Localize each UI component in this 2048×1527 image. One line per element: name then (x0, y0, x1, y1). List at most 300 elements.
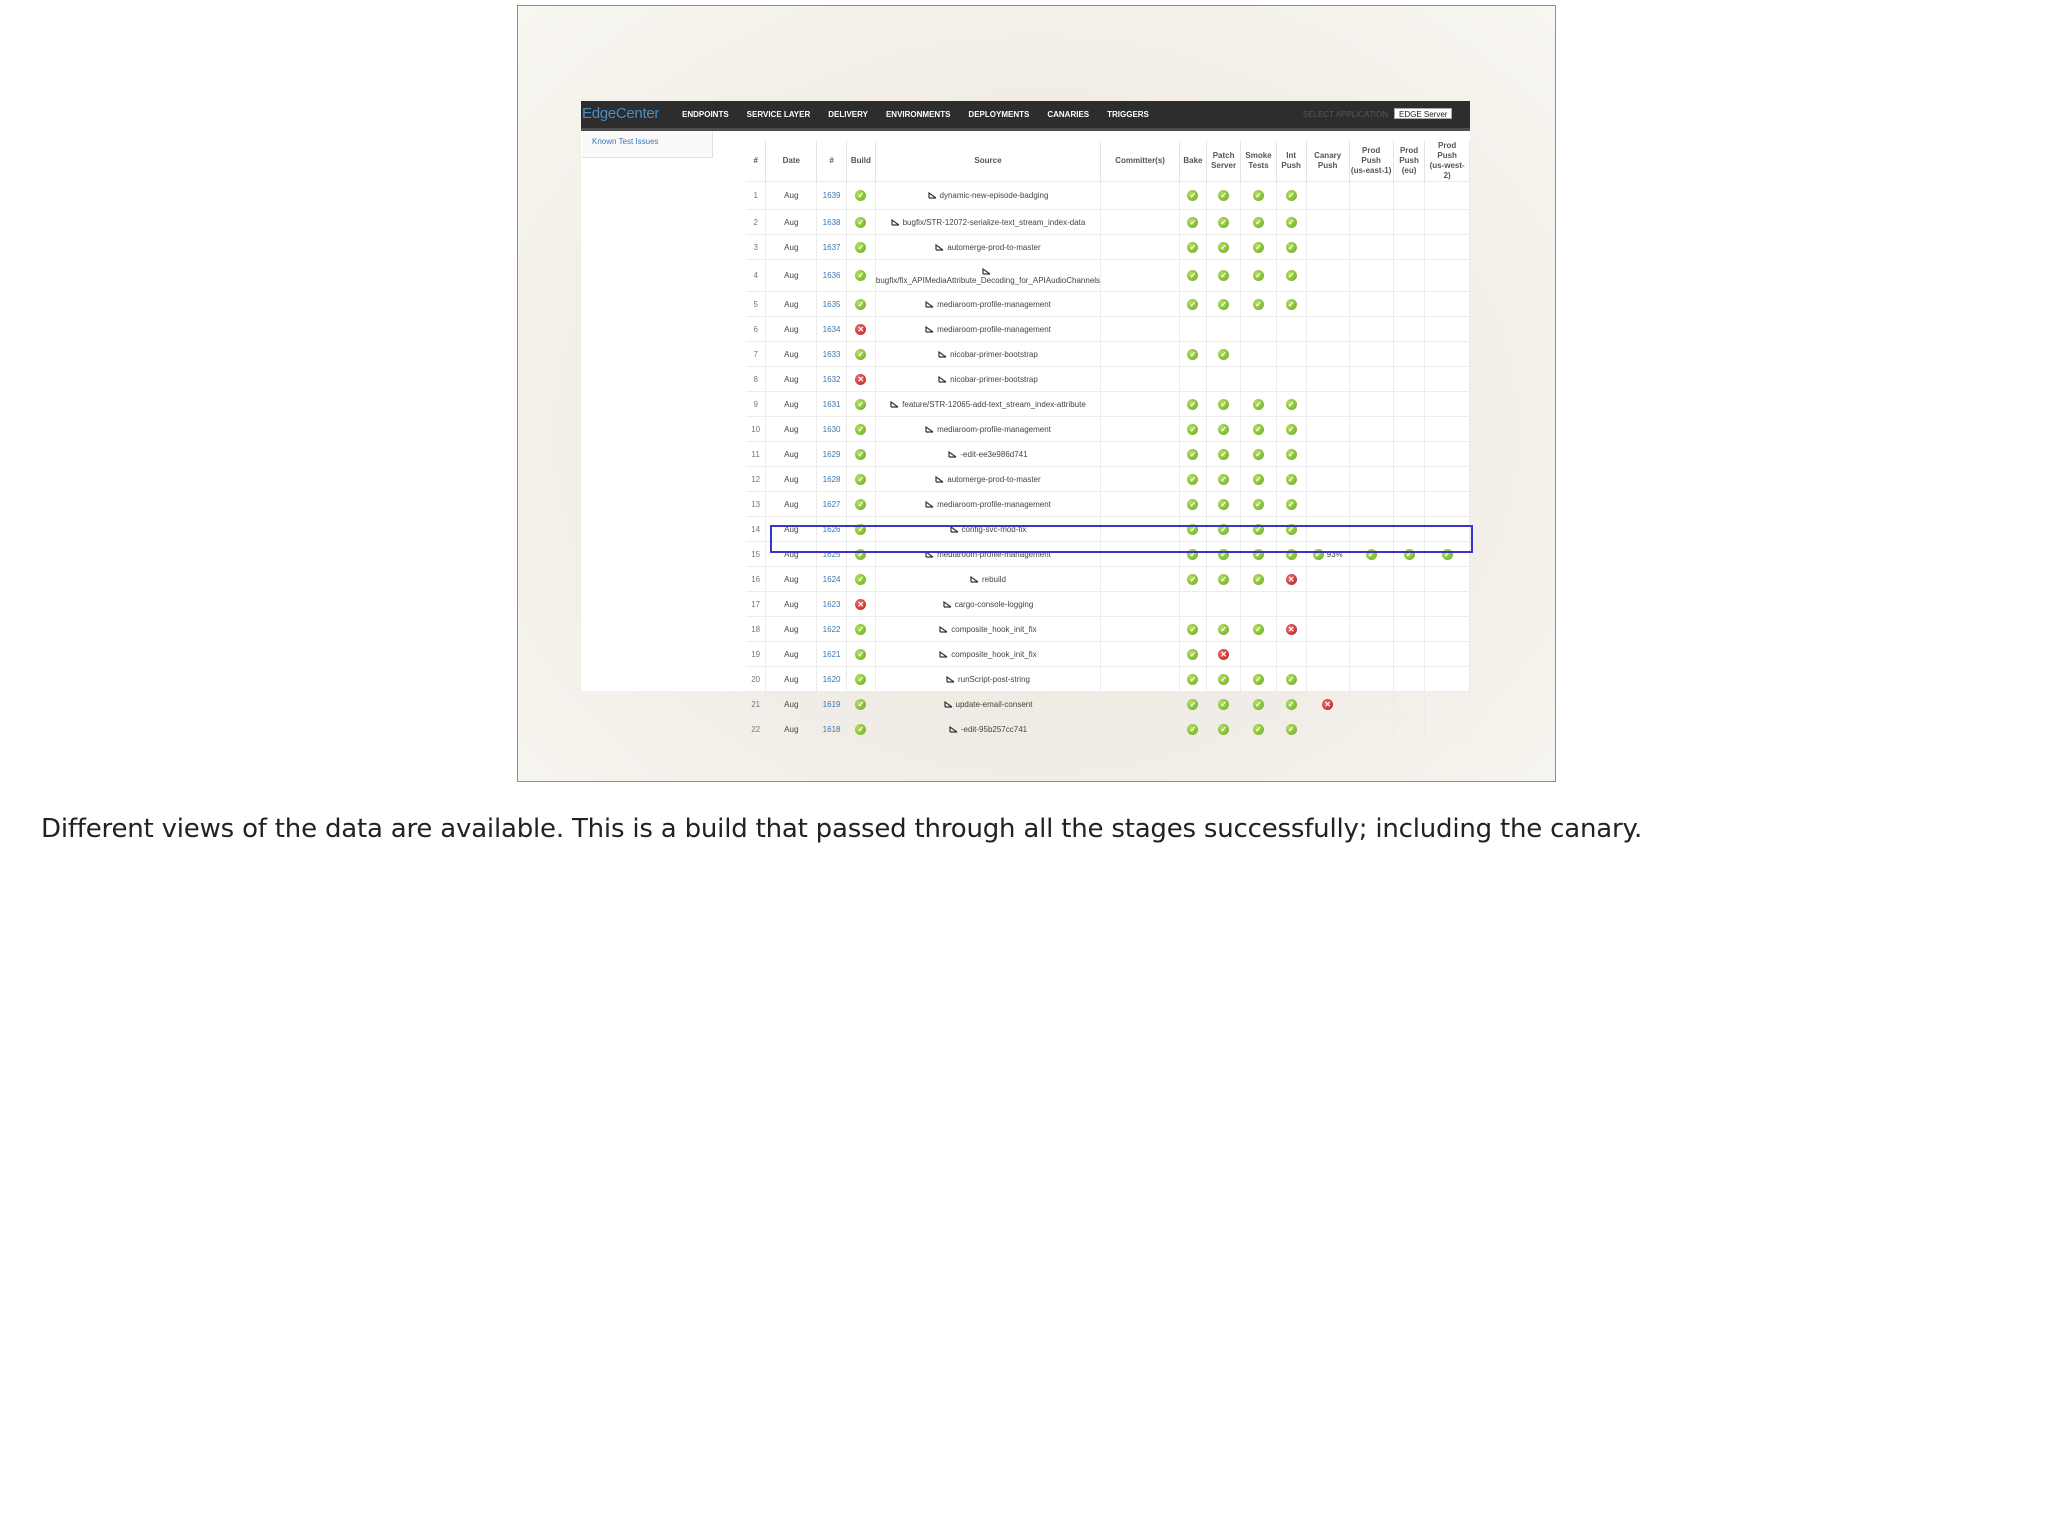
x-circle-icon[interactable]: ✕ (855, 374, 866, 385)
stage-int-cell (1276, 717, 1306, 742)
check-circle-icon[interactable]: ✓ (855, 549, 866, 560)
source-branch-name[interactable]: config-svc-mod-fix (961, 524, 1027, 534)
check-circle-icon[interactable]: ✓ (1286, 724, 1297, 735)
check-circle-icon[interactable]: ✓ (1253, 699, 1264, 710)
check-circle-icon[interactable]: ✓ (1253, 424, 1264, 435)
stage-prod_us_west_2-cell (1425, 367, 1470, 392)
stage-int-cell (1276, 542, 1306, 567)
stage-patch-cell (1206, 567, 1241, 592)
table-row[interactable] (746, 367, 1470, 392)
stage-canary-cell (1306, 467, 1349, 492)
x-circle-icon[interactable]: ✕ (1286, 624, 1297, 635)
stage-canary-cell (1306, 692, 1349, 717)
stage-prod_us_west_2-cell (1425, 260, 1470, 292)
check-circle-icon[interactable]: ✓ (1187, 270, 1198, 281)
build-number-link[interactable]: 1623 (817, 592, 847, 617)
build-status-cell (846, 342, 875, 367)
check-circle-icon[interactable]: ✓ (1286, 399, 1297, 410)
check-circle-icon[interactable]: ✓ (855, 349, 866, 360)
check-circle-icon[interactable]: ✓ (1253, 217, 1264, 228)
table-row[interactable] (746, 642, 1470, 667)
source-branch-name[interactable]: composite_hook_init_fix (951, 649, 1037, 659)
row-date: Aug (766, 342, 817, 367)
build-number-link[interactable]: 1628 (817, 467, 847, 492)
stage-prod_eu-cell (1393, 235, 1425, 260)
table-row[interactable] (746, 235, 1470, 260)
check-circle-icon[interactable]: ✓ (1187, 724, 1198, 735)
stage-prod_us_west_2-cell (1425, 417, 1470, 442)
check-circle-icon[interactable]: ✓ (1218, 674, 1229, 685)
nav-divider (581, 128, 1470, 131)
row-date: Aug (766, 492, 817, 517)
source-cell (875, 367, 1100, 392)
check-circle-icon[interactable]: ✓ (855, 474, 866, 485)
source-branch-name[interactable]: update-email-consent (955, 699, 1033, 709)
table-row[interactable] (746, 617, 1470, 642)
build-number-link[interactable]: 1638 (817, 210, 847, 235)
check-circle-icon[interactable]: ✓ (1286, 449, 1297, 460)
stage-int-cell (1276, 342, 1306, 367)
build-status-cell (846, 542, 875, 567)
stage-patch-cell (1206, 617, 1241, 642)
check-circle-icon[interactable]: ✓ (1187, 699, 1198, 710)
stage-bake-cell (1180, 467, 1207, 492)
git-branch-icon (939, 626, 948, 633)
check-circle-icon[interactable]: ✓ (1286, 674, 1297, 685)
stage-patch-cell (1206, 442, 1241, 467)
slide-caption: Different views of the data are available. This is a build that passed through all the stages successfully; including the canary. (41, 814, 1643, 844)
stage-int-cell (1276, 692, 1306, 717)
stage-prod_eu-cell (1393, 292, 1425, 317)
stage-prod_eu-cell (1393, 667, 1425, 692)
build-number-link[interactable]: 1635 (817, 292, 847, 317)
stage-bake-cell (1180, 292, 1207, 317)
check-circle-icon[interactable]: ✓ (855, 524, 866, 535)
build-status-cell (846, 235, 875, 260)
stage-int-cell (1276, 567, 1306, 592)
column-header: Prod Push (eu) (1393, 141, 1425, 182)
check-circle-icon[interactable]: ✓ (1286, 299, 1297, 310)
nav-deployments[interactable]: DEPLOYMENTS (968, 110, 1030, 119)
stage-patch-cell (1206, 367, 1241, 392)
check-circle-icon[interactable]: ✓ (1366, 549, 1377, 560)
nav-service-layer[interactable]: SERVICE LAYER (746, 110, 811, 119)
git-branch-icon (925, 501, 934, 508)
column-header: Date (766, 141, 817, 182)
stage-smoke-cell (1241, 235, 1276, 260)
source-cell (875, 617, 1100, 642)
git-branch-icon (928, 192, 937, 199)
build-number-link[interactable]: 1618 (817, 717, 847, 742)
check-circle-icon[interactable]: ✓ (1218, 299, 1229, 310)
check-circle-icon[interactable]: ✓ (1187, 524, 1198, 535)
table-row[interactable] (746, 292, 1470, 317)
source-cell (875, 717, 1100, 742)
stage-canary-cell (1306, 210, 1349, 235)
check-circle-icon[interactable]: ✓ (1218, 449, 1229, 460)
x-circle-icon[interactable]: ✕ (1322, 699, 1333, 710)
stage-smoke-cell (1241, 542, 1276, 567)
source-cell (875, 292, 1100, 317)
build-number-link[interactable]: 1624 (817, 567, 847, 592)
application-select[interactable]: EDGE Server (1394, 108, 1452, 119)
stage-prod_us_west_2-cell (1425, 717, 1470, 742)
stage-int-cell (1276, 642, 1306, 667)
check-circle-icon[interactable]: ✓ (1187, 549, 1198, 560)
check-circle-icon[interactable]: ✓ (1187, 674, 1198, 685)
committer-cell (1101, 210, 1180, 235)
build-status-cell (846, 260, 875, 292)
check-circle-icon[interactable]: ✓ (1253, 724, 1264, 735)
nav-triggers[interactable]: TRIGGERS (1107, 110, 1149, 119)
check-circle-icon[interactable]: ✓ (1286, 270, 1297, 281)
stage-patch-cell (1206, 467, 1241, 492)
committer-cell (1101, 642, 1180, 667)
stage-canary-cell (1306, 182, 1349, 210)
check-circle-icon[interactable]: ✓ (1218, 217, 1229, 228)
stage-patch-cell (1206, 592, 1241, 617)
check-circle-icon[interactable]: ✓ (1187, 624, 1198, 635)
check-circle-icon[interactable]: ✓ (1187, 649, 1198, 660)
stage-prod_eu-cell (1393, 182, 1425, 210)
table-row[interactable] (746, 467, 1470, 492)
stage-prod_eu-cell (1393, 592, 1425, 617)
build-status-cell (846, 692, 875, 717)
table-row[interactable] (746, 260, 1470, 292)
stage-canary-cell (1306, 717, 1349, 742)
source-branch-name[interactable]: nicobar-primer-bootstrap (950, 374, 1038, 384)
row-index: 4 (746, 260, 766, 292)
source-branch-name[interactable]: mediaroom-profile-management (937, 499, 1051, 509)
committer-cell (1101, 260, 1180, 292)
build-number-link[interactable]: 1633 (817, 342, 847, 367)
check-circle-icon[interactable]: ✓ (1253, 299, 1264, 310)
stage-prod_us_east_1-cell (1349, 210, 1393, 235)
check-circle-icon[interactable]: ✓ (1404, 549, 1415, 560)
committer-cell (1101, 592, 1180, 617)
build-number-link[interactable]: 1619 (817, 692, 847, 717)
source-branch-name[interactable]: mediaroom-profile-management (937, 299, 1051, 309)
check-circle-icon[interactable]: ✓ (855, 424, 866, 435)
committer-cell (1101, 442, 1180, 467)
build-status-cell (846, 667, 875, 692)
stage-bake-cell (1180, 392, 1207, 417)
table-row[interactable] (746, 417, 1470, 442)
check-circle-icon[interactable]: ✓ (855, 217, 866, 228)
column-header: Prod Push (us-west-2) (1425, 141, 1470, 182)
check-circle-icon[interactable]: ✓ (1286, 499, 1297, 510)
table-row[interactable] (746, 592, 1470, 617)
source-cell (875, 567, 1100, 592)
check-circle-icon[interactable]: ✓ (1187, 349, 1198, 360)
source-branch-name[interactable]: rebuild (981, 574, 1006, 584)
check-circle-icon[interactable]: ✓ (855, 499, 866, 510)
check-circle-icon[interactable]: ✓ (1286, 190, 1297, 201)
stage-prod_us_west_2-cell (1425, 292, 1470, 317)
check-circle-icon[interactable]: ✓ (1187, 242, 1198, 253)
build-number-link[interactable]: 1626 (817, 517, 847, 542)
row-date: Aug (766, 642, 817, 667)
x-circle-icon[interactable]: ✕ (1218, 649, 1229, 660)
source-branch-name[interactable]: -edit-95b257cc741 (960, 724, 1028, 734)
stage-prod_us_east_1-cell (1349, 467, 1393, 492)
check-circle-icon[interactable]: ✓ (855, 190, 866, 201)
row-date: Aug (766, 417, 817, 442)
check-circle-icon[interactable]: ✓ (1253, 574, 1264, 585)
stage-prod_us_west_2-cell (1425, 182, 1470, 210)
stage-prod_us_west_2-cell (1425, 542, 1470, 567)
stage-patch-cell (1206, 342, 1241, 367)
source-cell (875, 542, 1100, 567)
stage-bake-cell (1180, 182, 1207, 210)
build-number-link[interactable]: 1621 (817, 642, 847, 667)
source-branch-name[interactable]: nicobar-primer-bootstrap (950, 349, 1038, 359)
app-logo[interactable]: EdgeCenter (582, 105, 660, 122)
check-circle-icon[interactable]: ✓ (855, 399, 866, 410)
source-cell (875, 210, 1100, 235)
row-date: Aug (766, 592, 817, 617)
row-index: 12 (746, 467, 766, 492)
source-cell (875, 317, 1100, 342)
check-circle-icon[interactable]: ✓ (1218, 474, 1229, 485)
stage-bake-cell (1180, 567, 1207, 592)
check-circle-icon[interactable]: ✓ (1286, 424, 1297, 435)
source-branch-name[interactable]: bugfix/fix_APIMediaAttribute_Decoding_for_APIAudioChannels (875, 275, 1101, 285)
check-circle-icon[interactable]: ✓ (855, 674, 866, 685)
build-status-cell (846, 617, 875, 642)
column-header: Build (846, 141, 875, 182)
check-circle-icon[interactable]: ✓ (1218, 242, 1229, 253)
committer-cell (1101, 717, 1180, 742)
table-row[interactable] (746, 517, 1470, 542)
git-branch-icon (925, 326, 934, 333)
build-status-cell (846, 442, 875, 467)
check-circle-icon[interactable]: ✓ (1187, 449, 1198, 460)
source-branch-name[interactable]: bugfix/STR-12072-serialize-text_stream_index-data (902, 217, 1086, 227)
stage-prod_us_west_2-cell (1425, 442, 1470, 467)
check-circle-icon[interactable]: ✓ (1253, 399, 1264, 410)
build-status-cell (846, 367, 875, 392)
source-cell (875, 692, 1100, 717)
stage-prod_us_east_1-cell (1349, 417, 1393, 442)
table-row[interactable] (746, 342, 1470, 367)
check-circle-icon[interactable]: ✓ (1187, 424, 1198, 435)
check-circle-icon[interactable]: ✓ (1218, 499, 1229, 510)
stage-prod_eu-cell (1393, 517, 1425, 542)
check-circle-icon[interactable]: ✓ (855, 574, 866, 585)
nav-endpoints[interactable]: ENDPOINTS (682, 110, 729, 119)
build-number-link[interactable]: 1632 (817, 367, 847, 392)
check-circle-icon[interactable]: ✓ (1218, 190, 1229, 201)
table-row[interactable] (746, 667, 1470, 692)
check-circle-icon[interactable]: ✓ (1286, 549, 1297, 560)
table-row[interactable] (746, 317, 1470, 342)
check-circle-icon[interactable]: ✓ (1286, 217, 1297, 228)
check-circle-icon[interactable]: ✓ (855, 242, 866, 253)
check-circle-icon[interactable]: ✓ (1187, 217, 1198, 228)
table-row[interactable] (746, 542, 1470, 567)
stage-bake-cell (1180, 692, 1207, 717)
nav-canaries[interactable]: CANARIES (1047, 110, 1090, 119)
build-number-link[interactable]: 1629 (817, 442, 847, 467)
build-status-cell (846, 642, 875, 667)
check-circle-icon[interactable]: ✓ (1253, 449, 1264, 460)
source-branch-name[interactable]: mediaroom-profile-management (937, 549, 1051, 559)
check-circle-icon[interactable]: ✓ (1286, 524, 1297, 535)
stage-smoke-cell (1241, 342, 1276, 367)
source-branch-name[interactable]: dynamic-new-episode-badging (939, 191, 1049, 200)
stage-patch-cell (1206, 292, 1241, 317)
row-index: 8 (746, 367, 766, 392)
source-branch-name[interactable]: feature/STR-12065-add-text_stream_index-attribute (902, 399, 1086, 409)
source-branch-name[interactable]: mediaroom-profile-management (937, 424, 1051, 434)
check-circle-icon[interactable]: ✓ (1286, 474, 1297, 485)
check-circle-icon[interactable]: ✓ (1218, 270, 1229, 281)
source-branch-name[interactable]: cargo-console-logging (954, 599, 1034, 609)
check-circle-icon[interactable]: ✓ (1218, 349, 1229, 360)
check-circle-icon[interactable]: ✓ (1286, 699, 1297, 710)
stage-canary-cell (1306, 392, 1349, 417)
check-circle-icon[interactable]: ✓ (1218, 724, 1229, 735)
stage-smoke-cell (1241, 182, 1276, 210)
stage-prod_us_west_2-cell (1425, 567, 1470, 592)
check-circle-icon[interactable]: ✓ (1187, 499, 1198, 510)
check-circle-icon[interactable]: ✓ (1218, 624, 1229, 635)
check-circle-icon[interactable]: ✓ (1187, 299, 1198, 310)
row-date: Aug (766, 617, 817, 642)
build-status-cell (846, 317, 875, 342)
source-cell (875, 260, 1100, 292)
check-circle-icon[interactable]: ✓ (1253, 474, 1264, 485)
check-circle-icon[interactable]: ✓ (1253, 270, 1264, 281)
source-branch-name[interactable]: runScript-post-string (957, 674, 1030, 684)
build-number-link[interactable]: 1637 (817, 235, 847, 260)
check-circle-icon[interactable]: ✓ (1218, 549, 1229, 560)
stage-smoke-cell (1241, 692, 1276, 717)
row-index: 10 (746, 417, 766, 442)
source-branch-name[interactable]: automerge-prod-to-master (947, 474, 1041, 484)
stage-prod_us_east_1-cell (1349, 235, 1393, 260)
check-circle-icon[interactable]: ✓ (1218, 574, 1229, 585)
row-index: 19 (746, 642, 766, 667)
build-number-link[interactable]: 1620 (817, 667, 847, 692)
stage-bake-cell (1180, 260, 1207, 292)
table-row[interactable] (746, 692, 1470, 717)
build-number-link[interactable]: 1622 (817, 617, 847, 642)
table-row[interactable] (746, 717, 1470, 742)
stage-int-cell (1276, 417, 1306, 442)
stage-prod_us_west_2-cell (1425, 492, 1470, 517)
check-circle-icon[interactable]: ✓ (1253, 674, 1264, 685)
table-row[interactable] (746, 182, 1470, 210)
build-number-link[interactable]: 1631 (817, 392, 847, 417)
check-circle-icon[interactable]: ✓ (855, 699, 866, 710)
source-branch-name[interactable]: automerge-prod-to-master (947, 242, 1041, 252)
check-circle-icon[interactable]: ✓ (1442, 549, 1453, 560)
check-circle-icon[interactable]: ✓ (1253, 524, 1264, 535)
check-circle-icon[interactable]: ✓ (1218, 399, 1229, 410)
check-circle-icon[interactable]: ✓ (855, 270, 866, 281)
stage-prod_us_west_2-cell (1425, 467, 1470, 492)
stage-prod_us_west_2-cell (1425, 517, 1470, 542)
build-number-link[interactable]: 1636 (817, 260, 847, 292)
build-number-link[interactable]: 1630 (817, 417, 847, 442)
source-cell (875, 642, 1100, 667)
check-circle-icon[interactable]: ✓ (855, 299, 866, 310)
stage-canary-cell (1306, 617, 1349, 642)
check-circle-icon[interactable]: ✓ (855, 649, 866, 660)
stage-prod_us_east_1-cell (1349, 617, 1393, 642)
git-branch-icon (970, 576, 979, 583)
check-circle-icon[interactable]: ✓ (1253, 549, 1264, 560)
build-number-link[interactable]: 1625 (817, 542, 847, 567)
source-branch-name[interactable]: mediaroom-profile-management (937, 324, 1051, 334)
source-cell (875, 592, 1100, 617)
stage-smoke-cell (1241, 567, 1276, 592)
check-circle-icon[interactable]: ✓ (855, 624, 866, 635)
check-circle-icon[interactable]: ✓ (1187, 399, 1198, 410)
source-cell (875, 417, 1100, 442)
git-branch-icon (925, 301, 934, 308)
check-circle-icon[interactable]: ✓ (1218, 424, 1229, 435)
stage-int-cell (1276, 235, 1306, 260)
row-index: 9 (746, 392, 766, 417)
check-circle-icon[interactable]: ✓ (1253, 499, 1264, 510)
x-circle-icon[interactable]: ✕ (855, 324, 866, 335)
table-row[interactable] (746, 392, 1470, 417)
check-circle-icon[interactable]: ✓ (1218, 699, 1229, 710)
stage-prod_eu-cell (1393, 417, 1425, 442)
source-branch-name[interactable]: composite_hook_init_fix (951, 624, 1037, 634)
check-circle-icon[interactable]: ✓ (855, 449, 866, 460)
x-circle-icon[interactable]: ✕ (1286, 574, 1297, 585)
stage-smoke-cell (1241, 717, 1276, 742)
build-status-cell (846, 717, 875, 742)
stage-int-cell (1276, 492, 1306, 517)
stage-smoke-cell (1241, 592, 1276, 617)
stage-prod_us_west_2-cell (1425, 692, 1470, 717)
check-circle-icon[interactable]: ✓ (1187, 474, 1198, 485)
build-number-link[interactable]: 1627 (817, 492, 847, 517)
check-circle-icon[interactable]: ✓ (855, 724, 866, 735)
known-test-issues-link[interactable]: Known Test Issues (592, 137, 659, 146)
row-date: Aug (766, 442, 817, 467)
table-row[interactable] (746, 442, 1470, 467)
build-number-link[interactable]: 1639 (817, 182, 847, 210)
source-branch-name[interactable]: -edit-ee3e986d741 (960, 449, 1028, 459)
x-circle-icon[interactable]: ✕ (855, 599, 866, 610)
nav-environments[interactable]: ENVIRONMENTS (885, 110, 951, 119)
table-row[interactable] (746, 492, 1470, 517)
stage-smoke-cell (1241, 492, 1276, 517)
stage-patch-cell (1206, 392, 1241, 417)
check-circle-icon[interactable]: ✓ (1253, 242, 1264, 253)
table-row[interactable] (746, 567, 1470, 592)
stage-prod_us_east_1-cell (1349, 260, 1393, 292)
build-number-link[interactable]: 1634 (817, 317, 847, 342)
check-circle-icon[interactable]: ✓ (1187, 574, 1198, 585)
nav-delivery[interactable]: DELIVERY (828, 110, 868, 119)
check-circle-icon[interactable]: ✓ (1218, 524, 1229, 535)
check-circle-icon[interactable]: ✓ (1286, 242, 1297, 253)
column-header: # (746, 141, 766, 182)
table-row[interactable] (746, 210, 1470, 235)
check-circle-icon[interactable]: ✓ (1253, 624, 1264, 635)
check-circle-icon[interactable]: ✓ (1253, 190, 1264, 201)
build-status-cell (846, 467, 875, 492)
check-circle-icon[interactable]: ✓ (1313, 549, 1324, 560)
check-circle-icon[interactable]: ✓ (1187, 190, 1198, 201)
